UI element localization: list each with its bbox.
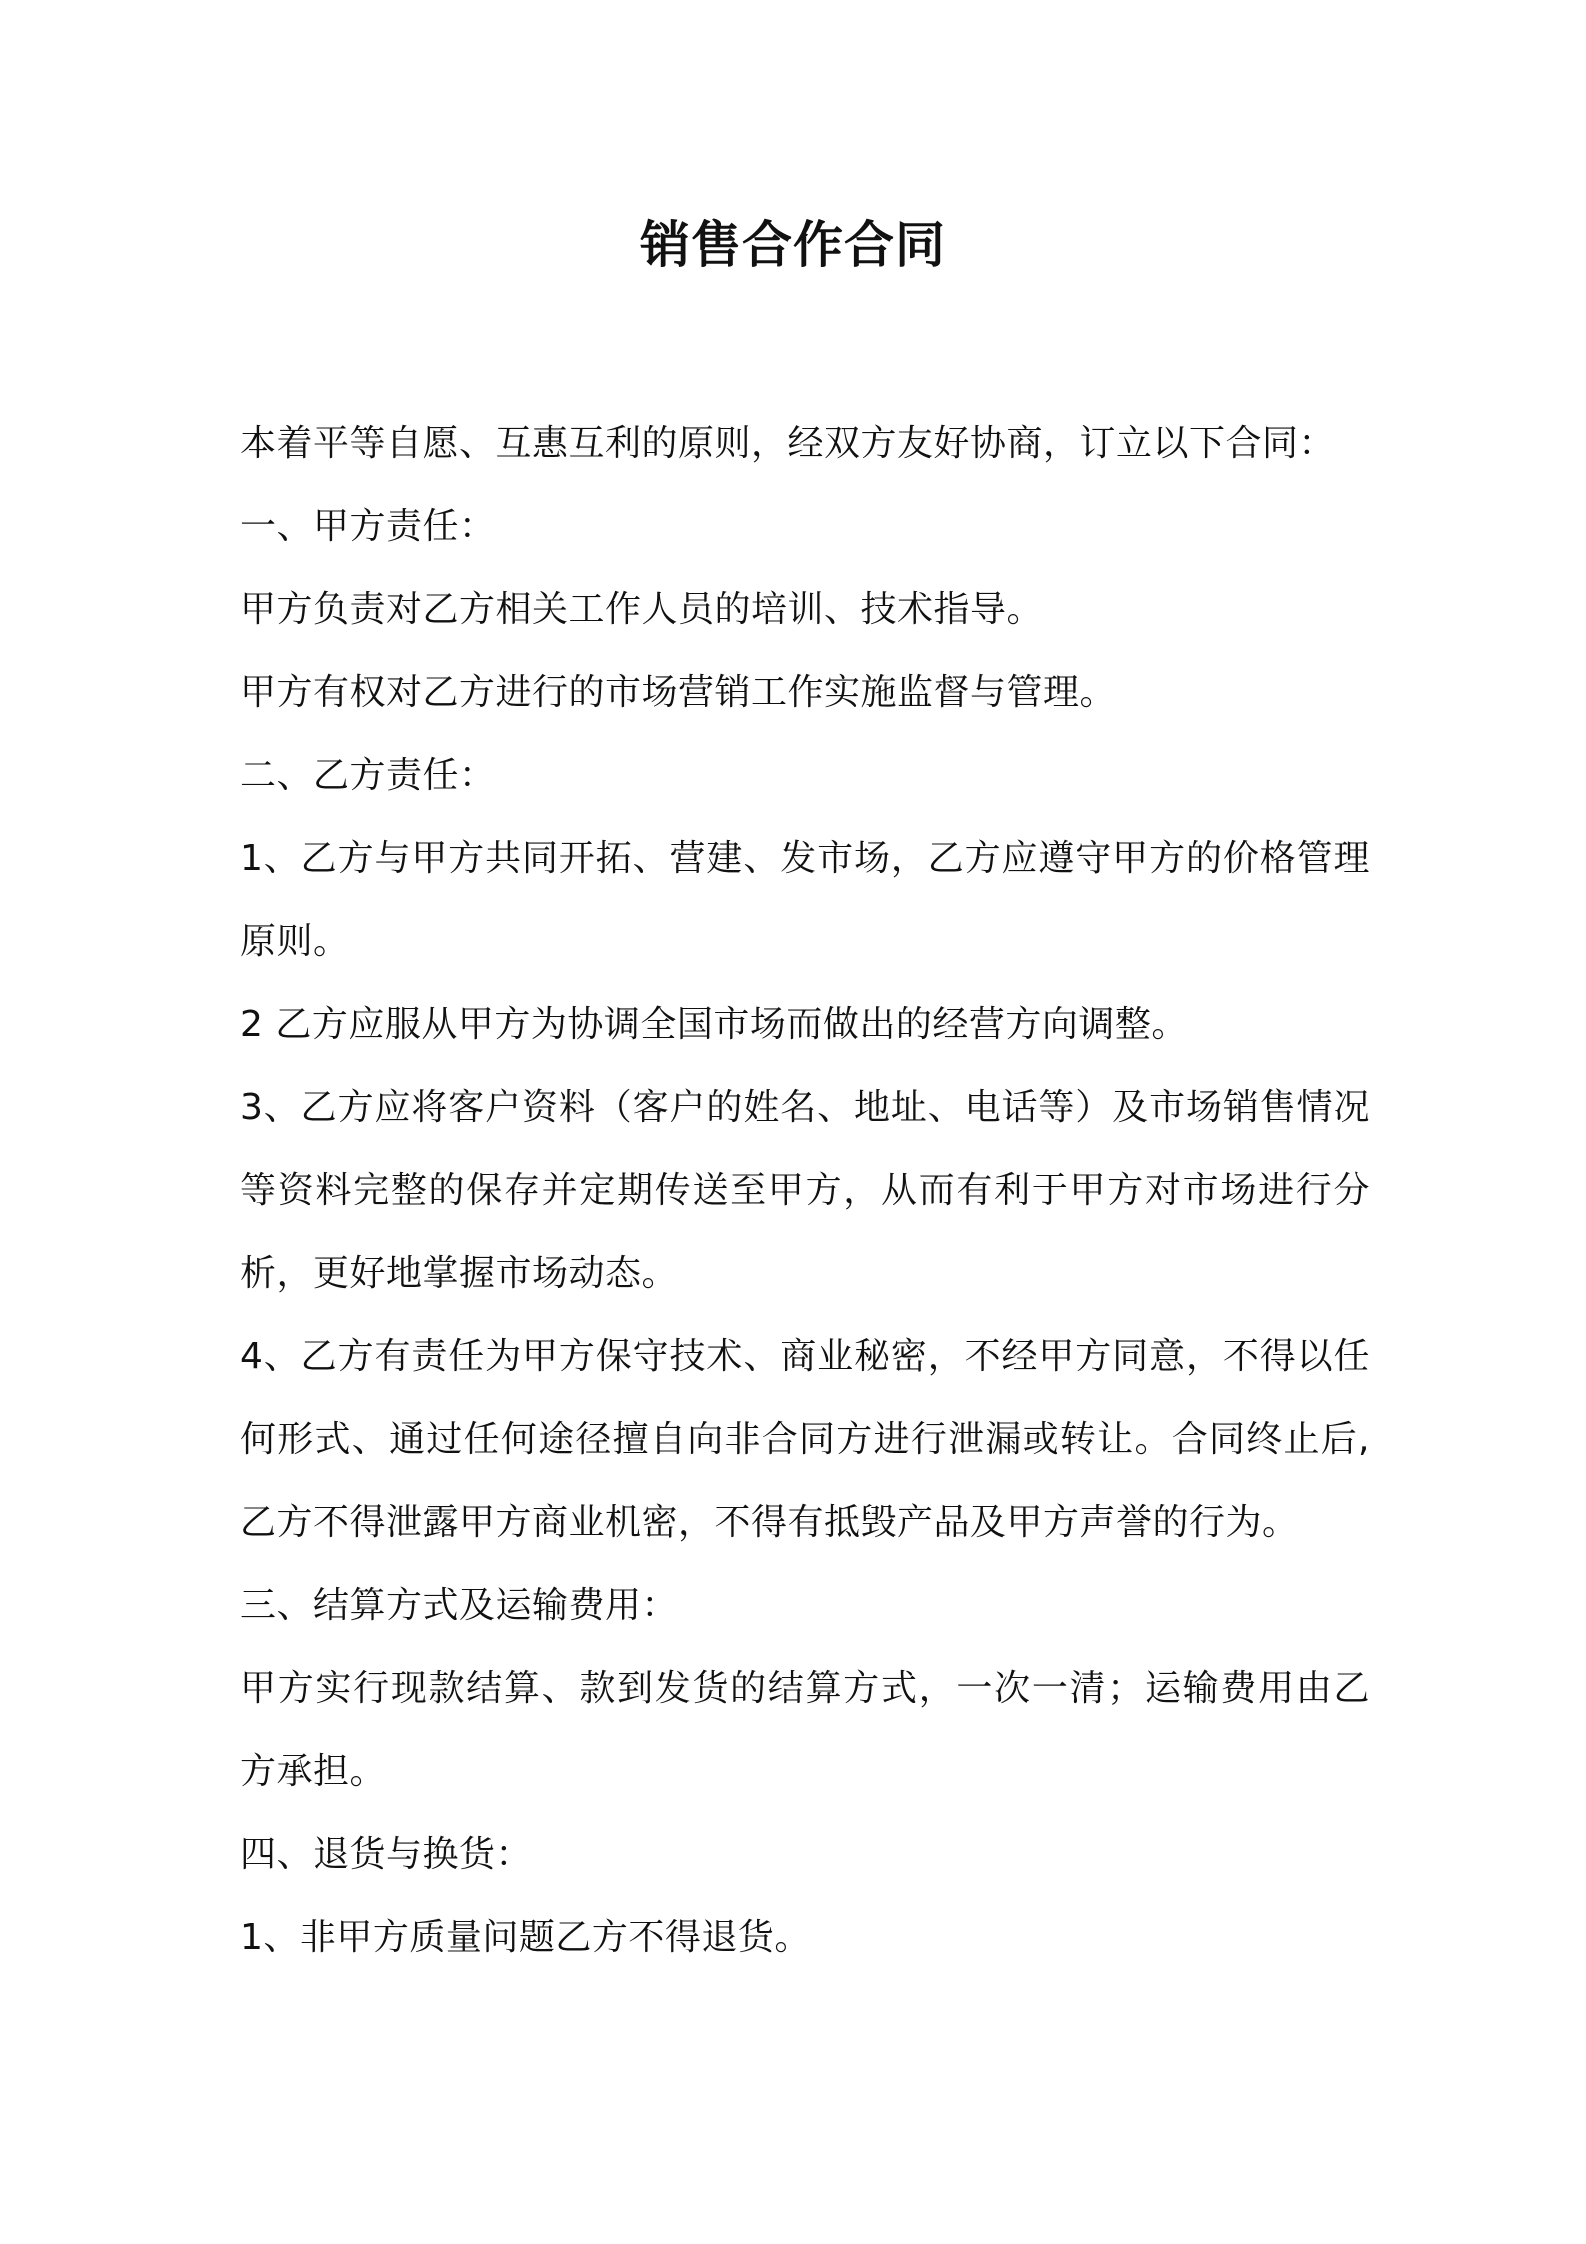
section-heading-settlement: 三、结算方式及运输费用： <box>240 1585 679 1626</box>
paragraph: 甲方实行现款结算、款到发货的结算方式，一次一清；运输费用由乙方承担。 <box>240 1668 1370 1792</box>
paragraph: 1、非甲方质量问题乙方不得退货。 <box>240 1917 811 1958</box>
paragraph: 4、乙方有责任为甲方保守技术、商业秘密，不经甲方同意，不得以任何形式、通过任何途径擅自向非合同方进行泄漏或转让。合同终止后,乙方不得泄露甲方商业机密，不得有抵毁产品及甲方声誉的行为。 <box>240 1336 1370 1543</box>
document-title: 销售合作合同 <box>640 216 946 274</box>
section-heading-returns: 四、退货与换货： <box>240 1834 533 1875</box>
paragraph: 2 乙方应服从甲方为协调全国市场而做出的经营方向调整。 <box>240 1004 1188 1045</box>
paragraph: 3、乙方应将客户资料（客户的姓名、地址、电话等）及市场销售情况等资料完整的保存并定期传送至甲方，从而有利于甲方对市场进行分析，更好地掌握市场动态。 <box>240 1087 1370 1294</box>
document-body <box>240 402 1370 1979</box>
paragraph: 甲方有权对乙方进行的市场营销工作实施监督与管理。 <box>240 672 1117 713</box>
paragraph: 甲方负责对乙方相关工作人员的培训、技术指导。 <box>240 589 1044 630</box>
paragraph: 1、乙方与甲方共同开拓、营建、发市场，乙方应遵守甲方的价格管理原则。 <box>240 838 1370 962</box>
paragraph-intro: 本着平等自愿、互惠互利的原则，经双方友好协商，订立以下合同： <box>240 423 1336 464</box>
section-heading-party-a: 一、甲方责任： <box>240 506 496 547</box>
section-heading-party-b: 二、乙方责任： <box>240 755 496 796</box>
